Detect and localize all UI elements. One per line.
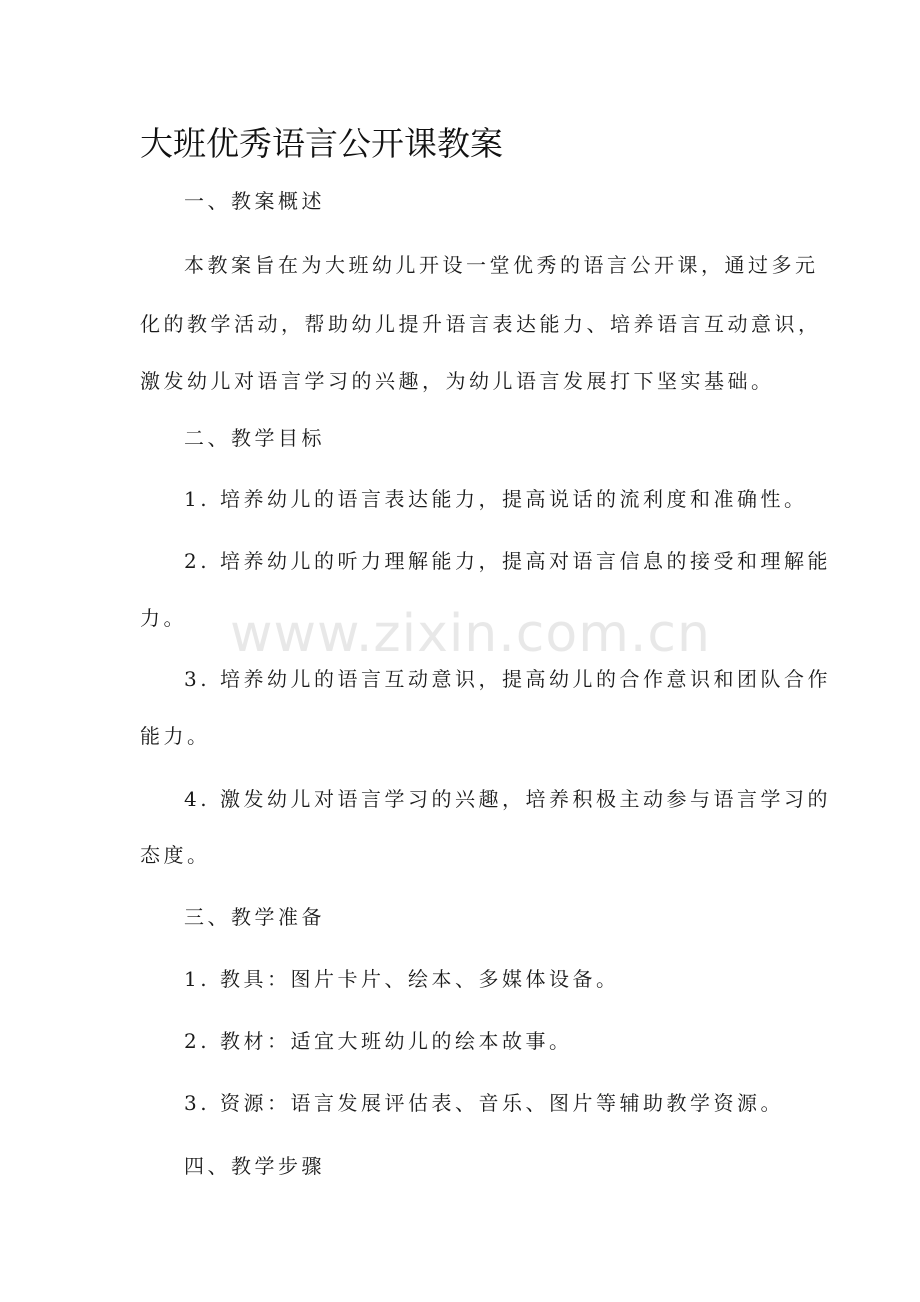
list-item-continuation: 力。 — [140, 606, 187, 630]
list-item: 4. 激发幼儿对语言学习的兴趣，培养积极主动参与语言学习的 — [184, 787, 831, 811]
list-item: 3. 培养幼儿的语言互动意识，提高幼儿的合作意识和团队合作 — [184, 667, 831, 691]
list-item: 1. 培养幼儿的语言表达能力，提高说话的流利度和准确性。 — [184, 487, 808, 511]
list-item: 1. 教具：图片卡片、绘本、多媒体设备。 — [184, 967, 620, 991]
paragraph-line: 本教案旨在为大班幼儿开设一堂优秀的语言公开课，通过多元 — [184, 253, 819, 277]
paragraph-line: 激发幼儿对语言学习的兴趣，为幼儿语言发展打下坚实基础。 — [140, 369, 775, 393]
document-title: 大班优秀语言公开课教案 — [140, 124, 503, 163]
list-item-continuation: 态度。 — [140, 843, 211, 867]
section-heading-preparation: 三、教学准备 — [184, 905, 325, 929]
section-heading-overview: 一、教案概述 — [184, 189, 325, 213]
list-item-continuation: 能力。 — [140, 724, 211, 748]
section-heading-steps: 四、教学步骤 — [184, 1154, 325, 1178]
paragraph-line: 化的教学活动，帮助幼儿提升语言表达能力、培养语言互动意识， — [140, 312, 822, 336]
watermark: www.zixin.com.cn — [230, 604, 711, 664]
section-heading-goals: 二、教学目标 — [184, 426, 325, 450]
list-item: 2. 教材：适宜大班幼儿的绘本故事。 — [184, 1029, 573, 1053]
list-item: 2. 培养幼儿的听力理解能力，提高对语言信息的接受和理解能 — [184, 549, 831, 573]
list-item: 3. 资源：语言发展评估表、音乐、图片等辅助教学资源。 — [184, 1091, 784, 1115]
